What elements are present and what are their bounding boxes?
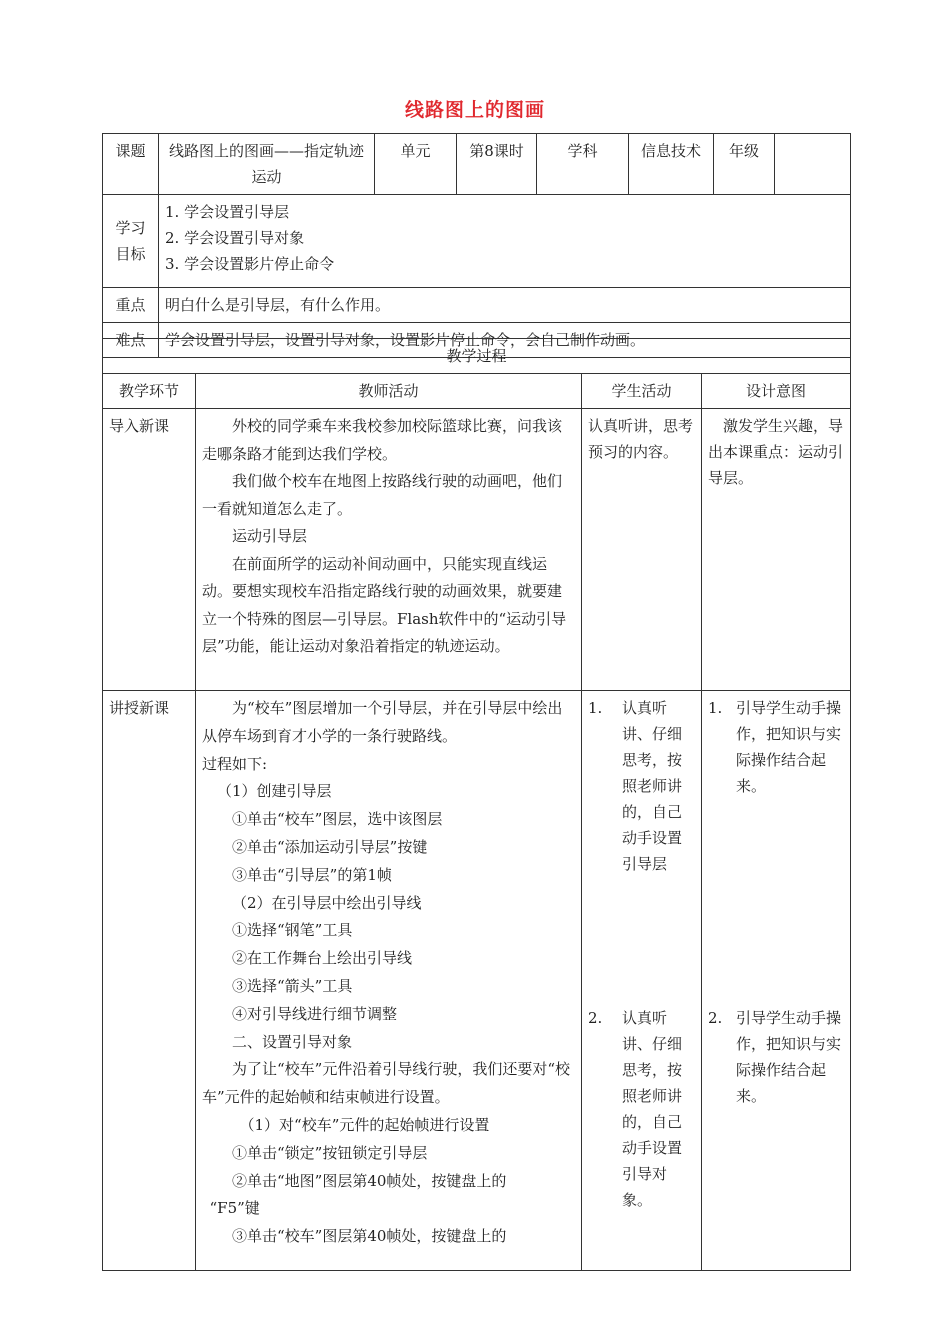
document-title: 线路图上的图画	[404, 99, 545, 121]
stage-cell: 导入新课	[103, 409, 196, 691]
key-point-label: 重点	[103, 288, 159, 323]
teacher-step: ④对引导线进行细节调整	[232, 1004, 398, 1023]
header-student: 学生活动	[582, 374, 702, 409]
teacher-paragraph: 为了让“校车”元件沿着引导线行驶，我们还要对“校车”元件的起始帧和结束帧进行设置。	[202, 1060, 571, 1107]
teacher-paragraph: 我们做个校车在地图上按路线行驶的动画吧，他们一看就知道怎么走了。	[202, 472, 563, 518]
item-text: 认真听讲、仔细思考，按照老师讲的，自己动手设置引导层	[622, 699, 683, 873]
unit-value: 第8课时	[457, 134, 537, 195]
item-number: 2.	[588, 1009, 603, 1027]
teacher-paragraph: 运动引导层	[232, 527, 308, 545]
teacher-paragraph: 外校的同学乘车来我校参加校际篮球比赛，问我该走哪条路才能到达我们学校。	[202, 417, 563, 463]
design-intent-cell	[702, 691, 851, 1271]
teacher-activity-cell	[196, 691, 582, 1271]
intent-item	[708, 1005, 844, 1109]
teaching-process-table	[102, 338, 851, 1271]
item-number: 2.	[708, 1009, 723, 1027]
teacher-paragraph: 为“校车”图层增加一个引导层，并在引导层中绘出从停车场到育才小学的一条行驶路线。	[202, 699, 563, 745]
header-stage: 教学环节	[103, 374, 196, 409]
teacher-step: ③单击“校车”图层第40帧处，按键盘上的	[232, 1227, 507, 1246]
intent-item	[708, 695, 844, 1005]
item-number: 1.	[708, 699, 723, 717]
student-item	[588, 1005, 695, 1213]
student-activity-cell	[582, 691, 702, 1271]
header-intent: 设计意图	[702, 374, 851, 409]
teacher-step: 二、设置引导对象	[232, 1032, 353, 1051]
teacher-step: （2）在引导层中绘出引导线	[232, 893, 422, 912]
grade-label: 年级	[714, 134, 775, 195]
item-text: 引导学生动手操作，把知识与实际操作结合起来。	[736, 699, 842, 795]
teacher-step: ②在工作舞台上绘出引导线	[232, 949, 413, 968]
student-activity-cell: 认真听讲，思考预习的内容。	[582, 409, 702, 691]
teacher-step: “F5”键	[209, 1199, 260, 1218]
stage-cell: 讲授新课	[103, 691, 196, 1271]
key-point-value: 明白什么是引导层，有什么作用。	[159, 288, 851, 323]
teacher-step: （1）对“校车”元件的起始帧进行设置	[239, 1115, 490, 1134]
difficulty-label: 难点	[103, 323, 159, 358]
teacher-paragraph: 过程如下:	[202, 754, 268, 773]
design-intent-cell: 激发学生兴趣，导出本课重点：运动引导层。	[702, 409, 851, 691]
goal-item: 1. 学会设置引导层	[165, 203, 290, 221]
unit-label: 单元	[375, 134, 457, 195]
teacher-step: ①单击“锁定”按钮锁定引导层	[232, 1143, 428, 1162]
item-text: 认真听讲、仔细思考，按照老师讲的，自己动手设置引导对象。	[622, 1009, 683, 1209]
lesson-info-table	[102, 133, 851, 358]
grade-value	[775, 134, 851, 195]
goal-item: 2. 学会设置引导对象	[165, 229, 305, 247]
teacher-step: （1）创建引导层	[217, 782, 332, 801]
subject-value: 信息技术	[629, 134, 714, 195]
subject-label: 学科	[537, 134, 629, 195]
student-item	[588, 695, 695, 1005]
teacher-paragraph: 在前面所学的运动补间动画中，只能实现直线运动。要想实现校车沿指定路线行驶的动画效果，就要建立一个特殊的图层—引导层。Flash软件中的“运动引导层”功能，能让运动对象沿着指定的轨迹运动。	[202, 554, 567, 655]
item-text: 引导学生动手操作，把知识与实际操作结合起来。	[736, 1009, 842, 1105]
teacher-step: ③单击“引导层”的第1帧	[232, 865, 392, 884]
teacher-step: ①选择“钢笔”工具	[232, 921, 353, 940]
difficulty-value: 学会设置引导层，设置引导对象，设置影片停止命令，会自己制作动画。	[159, 323, 851, 358]
goals-list	[159, 195, 851, 288]
item-number: 1.	[588, 699, 603, 717]
teacher-step: ③选择“箭头”工具	[232, 976, 353, 995]
teacher-step: ②单击“添加运动引导层”按键	[232, 837, 428, 856]
process-heading: 教学过程	[103, 339, 851, 374]
goal-item: 3. 学会设置影片停止命令	[165, 255, 335, 273]
course-label: 课题	[103, 134, 159, 195]
teacher-activity-cell	[196, 409, 582, 691]
course-value: 线路图上的图画——指定轨迹运动	[159, 134, 375, 195]
teacher-step: ②单击“地图”图层第40帧处，按键盘上的	[232, 1171, 507, 1190]
teacher-step: ①单击“校车”图层，选中该图层	[232, 810, 443, 829]
goals-label: 学习目标	[103, 195, 159, 288]
header-teacher: 教师活动	[196, 374, 582, 409]
